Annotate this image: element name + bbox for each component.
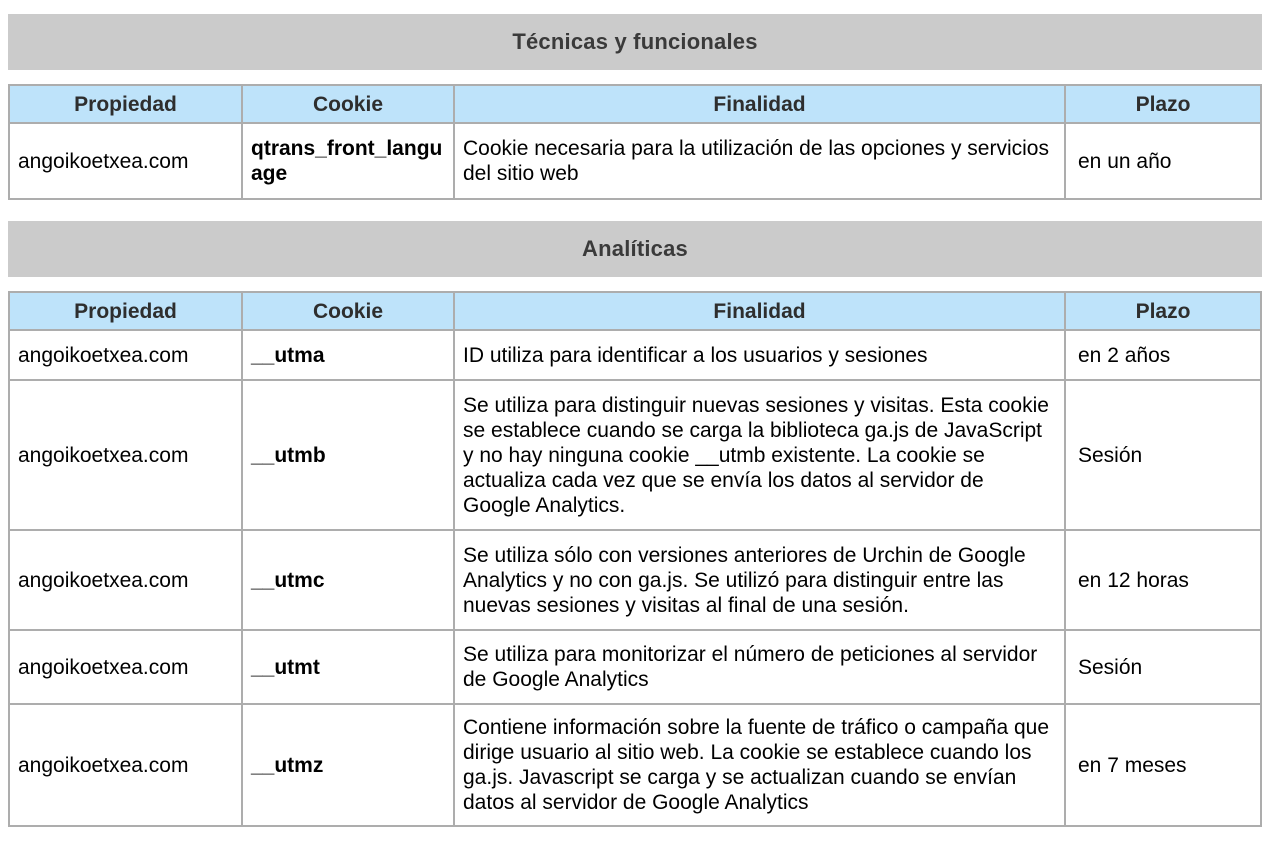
- cell-propiedad: angoikoetxea.com: [9, 704, 242, 826]
- header-cookie: Cookie: [242, 85, 454, 123]
- cell-propiedad: angoikoetxea.com: [9, 330, 242, 380]
- cell-propiedad: angoikoetxea.com: [9, 123, 242, 199]
- table-row: [9, 530, 1261, 630]
- section-title: Técnicas y funcionales: [512, 29, 758, 54]
- cell-propiedad: angoikoetxea.com: [9, 630, 242, 704]
- table-row: [9, 380, 1261, 530]
- cell-propiedad: angoikoetxea.com: [9, 530, 242, 630]
- cell-cookie: __utmt: [242, 630, 454, 704]
- section-banner-analiticas: [8, 221, 1262, 277]
- table-row: [9, 630, 1261, 704]
- cell-finalidad: Se utiliza para monitorizar el número de peticiones al servidor de Google Analytics: [454, 630, 1065, 704]
- table-row: [9, 704, 1261, 826]
- table-header-row: [9, 292, 1261, 330]
- header-propiedad: Propiedad: [9, 85, 242, 123]
- header-plazo: Plazo: [1065, 292, 1261, 330]
- cell-cookie: __utma: [242, 330, 454, 380]
- header-plazo: Plazo: [1065, 85, 1261, 123]
- cell-cookie: __utmb: [242, 380, 454, 530]
- cell-cookie: __utmz: [242, 704, 454, 826]
- header-finalidad: Finalidad: [454, 85, 1065, 123]
- cell-propiedad: angoikoetxea.com: [9, 380, 242, 530]
- cell-plazo: en un año: [1065, 123, 1261, 199]
- cell-finalidad: ID utiliza para identificar a los usuarios y sesiones: [454, 330, 1065, 380]
- header-finalidad: Finalidad: [454, 292, 1065, 330]
- header-propiedad: Propiedad: [9, 292, 242, 330]
- cell-cookie: __utmc: [242, 530, 454, 630]
- cookies-table-analiticas: [8, 291, 1262, 827]
- cell-plazo: en 2 años: [1065, 330, 1261, 380]
- header-cookie: Cookie: [242, 292, 454, 330]
- table-row: [9, 330, 1261, 380]
- cell-finalidad: Contiene información sobre la fuente de tráfico o campaña que dirige usuario al sitio web. La cookie se establece cuando los ga.js. Javascript se carga y se actualizan cuando se envían datos al servidor de Google Analytics: [454, 704, 1065, 826]
- cell-finalidad: Se utiliza para distinguir nuevas sesiones y visitas. Esta cookie se establece cuando se carga la biblioteca ga.js de JavaScript y no hay ninguna cookie __utmb existente. La cookie se actualiza cada vez que se envía los datos al servidor de Google Analytics.: [454, 380, 1065, 530]
- section-banner-tecnicas: [8, 14, 1262, 70]
- cell-plazo: Sesión: [1065, 380, 1261, 530]
- cell-plazo: Sesión: [1065, 630, 1261, 704]
- table-row: [9, 123, 1261, 199]
- cell-finalidad: Cookie necesaria para la utilización de las opciones y servicios del sitio web: [454, 123, 1065, 199]
- cell-cookie: qtrans_front_language: [242, 123, 454, 199]
- table-header-row: [9, 85, 1261, 123]
- cookie-policy-page: [8, 14, 1262, 827]
- cell-finalidad: Se utiliza sólo con versiones anteriores de Urchin de Google Analytics y no con ga.js. Se utilizó para distinguir entre las nuevas sesiones y visitas al final de una sesión.: [454, 530, 1065, 630]
- cell-plazo: en 12 horas: [1065, 530, 1261, 630]
- cookies-table-tecnicas: [8, 84, 1262, 200]
- cell-plazo: en 7 meses: [1065, 704, 1261, 826]
- section-title: Analíticas: [582, 236, 688, 261]
